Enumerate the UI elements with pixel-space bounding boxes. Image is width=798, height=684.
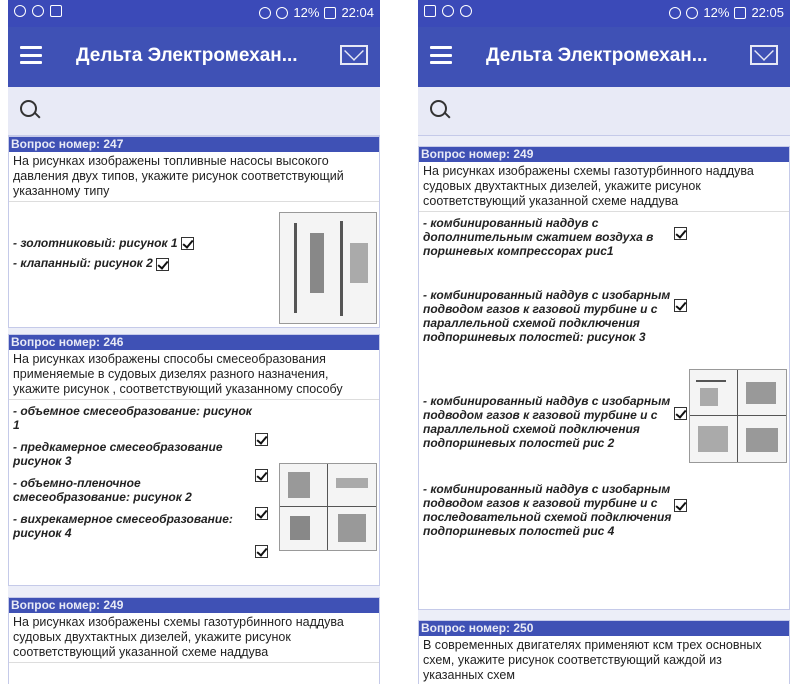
checkbox-icon[interactable] (674, 227, 687, 240)
question-text: На рисунках изображены топливные насосы высокого давления двух типов, укажите рисунок соответствующий указанному типу (9, 152, 379, 202)
question-text: В современных двигателях применяют ксм трех основных схем, укажите рисунок соответствующий каждой из указанных схем (419, 636, 789, 684)
answer-item: - комбинированный наддув с изобарным подводом газов к газовой турбине и с параллельной схемой подключения подпоршневых полостей рис 2 (423, 394, 671, 450)
question-card (418, 146, 790, 610)
search-icon[interactable] (20, 100, 37, 117)
checkbox-icon[interactable] (255, 545, 268, 558)
battery-percent: 12% (293, 5, 320, 20)
question-number: Вопрос номер: 249 (9, 598, 379, 613)
question-text: На рисунках изображены схемы газотурбинного наддува судовых двухтактных дизелей, укажите рисунок соответствующий указанной схеме наддува (419, 162, 789, 212)
diagram-image (279, 463, 377, 551)
phone-screen-right (418, 0, 790, 684)
answer-item: - клапанный: рисунок 2 (13, 256, 375, 270)
battery-icon (734, 7, 746, 19)
mail-icon[interactable] (750, 45, 778, 65)
question-card (8, 597, 380, 684)
notification-icon (50, 5, 62, 17)
question-number: Вопрос номер: 246 (9, 335, 379, 350)
answer-item: - комбинированный наддув с изобарным подводом газов к газовой турбине и с параллельной схемой подключения подпоршневых полостей: рисунок 3 (423, 288, 671, 344)
battery-percent: 12% (703, 5, 730, 20)
question-card (418, 620, 790, 684)
answer-list (9, 400, 257, 552)
clock: 22:04 (341, 5, 374, 20)
notification-icon (32, 5, 44, 17)
notification-icon (14, 5, 26, 17)
location-icon (259, 7, 271, 19)
location-icon (669, 7, 681, 19)
answer-item: - комбинированный наддув с изобарным подводом газов к газовой турбине и с последовательной схемой подключения подпоршневых полостей рис 4 (423, 482, 672, 538)
question-text: На рисунках изображены способы смесеобразования применяемые в судовых дизелях разного назначения, укажите рисунок , соответствующий указанному способу (9, 350, 379, 400)
diagram-image (279, 212, 377, 324)
signal-icon (686, 7, 698, 19)
notification-icon (424, 5, 436, 17)
answer-item: - золотниковый: рисунок 1 (13, 236, 375, 250)
diagram-image (689, 369, 787, 463)
app-title: Дельта Электромехан... (76, 45, 298, 66)
app-toolbar (418, 27, 790, 87)
answer-item: - объемно-пленочное смесеобразование: рисунок 2 (13, 476, 192, 504)
app-toolbar (8, 27, 380, 87)
question-number: Вопрос номер: 249 (419, 147, 789, 162)
question-card (8, 136, 380, 328)
menu-icon[interactable] (430, 46, 452, 64)
checkbox-icon[interactable] (674, 299, 687, 312)
question-text: На рисунках изображены схемы газотурбинного наддува судовых двухтактных дизелей, укажите рисунок соответствующий указанной схеме наддува (9, 613, 379, 663)
question-card (8, 334, 380, 586)
checkbox-icon[interactable] (255, 433, 268, 446)
menu-icon[interactable] (20, 46, 42, 64)
answer-item: - объемное смесеобразование: рисунок 1 (13, 404, 252, 432)
answer-item: - предкамерное смесеобразование рисунок 3 (13, 440, 223, 468)
status-bar (8, 0, 380, 27)
notification-icon (460, 5, 472, 17)
answer-item: - комбинированный наддув с дополнительным сжатием воздуха в поршневых компрессорах рис1 (423, 216, 654, 258)
answer-list (419, 212, 677, 588)
status-bar (418, 0, 790, 27)
signal-icon (276, 7, 288, 19)
mail-icon[interactable] (340, 45, 368, 65)
clock: 22:05 (751, 5, 784, 20)
checkbox-icon[interactable] (181, 237, 194, 250)
search-bar[interactable] (8, 87, 380, 136)
checkbox-icon[interactable] (255, 507, 268, 520)
search-bar[interactable] (418, 87, 790, 136)
answer-item: - вихрекамерное смесеобразование: рисунок 4 (13, 512, 233, 540)
search-icon[interactable] (430, 100, 447, 117)
question-number: Вопрос номер: 247 (9, 137, 379, 152)
checkbox-icon[interactable] (156, 258, 169, 271)
checkbox-icon[interactable] (255, 469, 268, 482)
battery-icon (324, 7, 336, 19)
phone-screen-left (8, 0, 380, 684)
question-number: Вопрос номер: 250 (419, 621, 789, 636)
notification-icon (442, 5, 454, 17)
checkbox-icon[interactable] (674, 407, 687, 420)
app-title: Дельта Электромехан... (486, 45, 708, 66)
checkbox-icon[interactable] (674, 499, 687, 512)
